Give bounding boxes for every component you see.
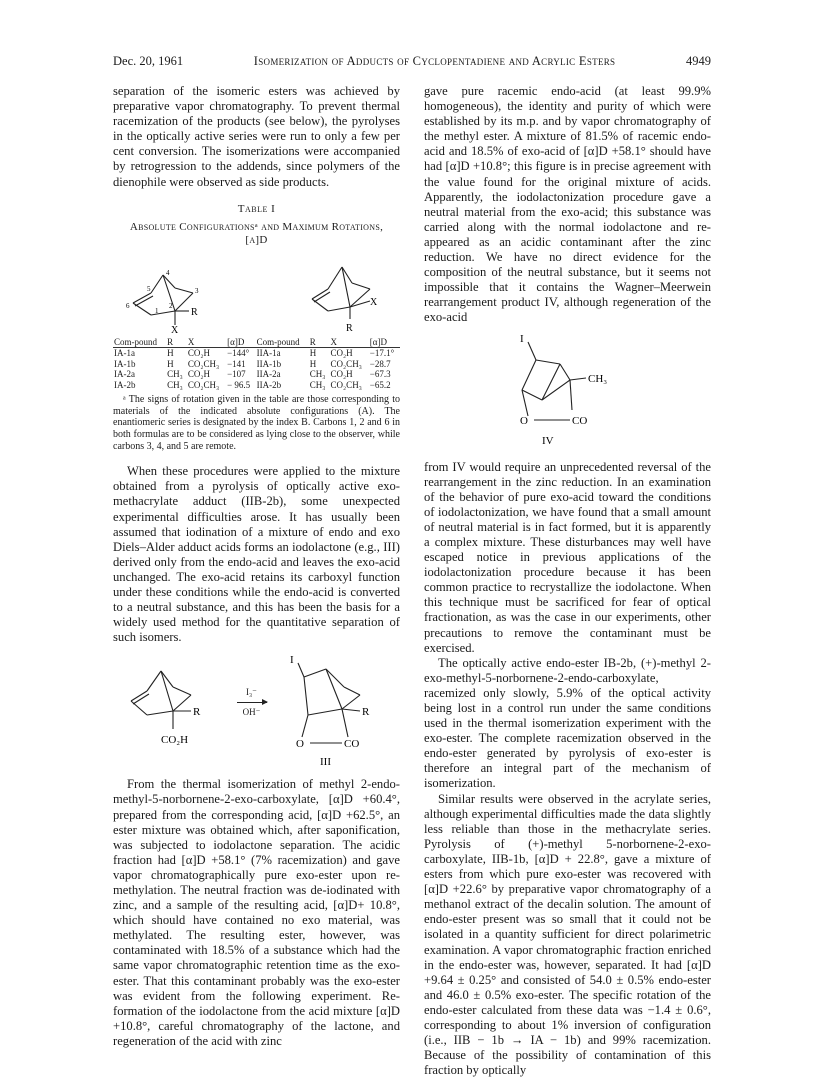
- table-cell: CH₃: [167, 379, 183, 390]
- header-page-number: 4949: [686, 54, 711, 68]
- iii-oxygen: O: [296, 738, 304, 751]
- iv-label: IV: [541, 434, 554, 447]
- left-column: [113, 84, 400, 1049]
- table-cell: H: [309, 348, 317, 359]
- iv-methyl: CH₃: [587, 372, 607, 385]
- structure-i-c6: 6: [126, 301, 130, 310]
- table-cell: CH₃: [167, 369, 183, 380]
- table-header-row: [113, 337, 400, 348]
- structure-i-r: R: [191, 306, 198, 318]
- table-header-cell: X: [330, 337, 369, 348]
- structure-i-c1: 1: [155, 306, 159, 315]
- table-cell: IIA-1b: [256, 358, 282, 369]
- iv-iodine: I: [519, 333, 524, 345]
- table-cell: −144°: [227, 348, 250, 359]
- table-caption-line-1: Absolute Configurationsᵃ and Maximum Rotations,: [129, 220, 384, 233]
- table-cell: IIA-2b: [256, 379, 282, 390]
- table-cell: CO₂CH₃: [187, 379, 220, 390]
- iii-label: III: [320, 756, 331, 769]
- left-paragraph-2: When these procedures were applied to the mixture obtained from a pyrolysis of optically active exo-methacrylate adduct (IIB-2b), some unexpected experimental difficulties arose. It has usually been assumed that iodination of a mixture of endo and exo Diels–Alder adduct acids forms an iodolactone (e.g., III) derived only from the endo-acid and leaves the exo-acid unchanged. The exo-acid retains its carboxyl function under these conditions while the endo-acid is converted to a neutral substance, and this has been the basis for a widely used method for the quantitative separation of such isomers.: [113, 464, 400, 645]
- right-paragraph-2: from IV would require an unprecedented reversal of the rearrangement in the zinc reduction. In an examination of the behavior of pure exo-acid toward the conditions of iodolactonization, we have found that a small amount of neutral material is in fact formed, but it is apparently a complex mixture. These disturbances may well have escaped notice in previous applications of the iodolactonization procedure because it has been common practice to recrystallize the iodolactone. When this technique must be sacrificed for fear of optical fractionation, as was the case in our experiments, other precautions to remove the contaminant must be exercised.: [424, 459, 711, 655]
- table-header-cell: X: [187, 337, 226, 348]
- table-cell: IA-1a: [114, 348, 135, 359]
- table-cell: −65.2: [369, 379, 391, 390]
- table-cell: −141: [227, 358, 246, 369]
- table-header-cell: R: [166, 337, 187, 348]
- table-cell: IA-2a: [114, 369, 135, 380]
- structure-i-c5: 5: [147, 284, 151, 293]
- scheme-reactant-diagram: [113, 655, 223, 765]
- table-header-cell: R: [309, 337, 330, 348]
- page-header: [113, 54, 711, 74]
- table-cell: CO₂H: [187, 369, 211, 380]
- table-cell: IIA-2a: [256, 369, 281, 380]
- table-caption: [113, 221, 400, 247]
- structure-i-diagram: [113, 253, 223, 333]
- table-row: [113, 369, 400, 380]
- iodolactonization-scheme: [113, 655, 400, 771]
- table-cell: CO₂CH₃: [330, 358, 362, 369]
- table-cell: CO₂H: [330, 369, 353, 380]
- table-structures: [113, 253, 400, 333]
- configuration-table: [113, 337, 400, 391]
- left-paragraph-1: separation of the isomeric esters was achieved by preparative vapor chromatography. To prevent thermal racemization of the products (see below), the pyrolyses in the optically active series were run to only a few per cent conversion. The isomerizations were accompanied by retrogression to the addends, since polymers of the dienophile were observed as side products.: [113, 84, 400, 189]
- table-cell: CO₂CH₃: [330, 379, 362, 390]
- iodolactone-iii-diagram: [280, 655, 400, 771]
- structure-i-c2: 2: [169, 301, 173, 310]
- table-cell: CO₂CH₃: [187, 358, 220, 369]
- table-cell: −28.7: [369, 358, 391, 369]
- table-cell: H: [167, 358, 174, 369]
- left-paragraph-3: From the thermal isomerization of methyl 2-endo-methyl-5-norbornene-2-exo-carboxylate, [α]D +60.4°, prepared from the corresponding acid, [α]D +62.5°, an ester mixture was obtained which, after saponification, was subjected to iodolactone separation. The acidic fraction had [α]D +58.1° (7% racemization) and gave vapor chromatographically pure exo-ester upon re-methylation. The neutral fraction was de-iodinated with zinc, and a sample of the resulting acid, [α]D+ 10.8°, which should have contained no exo material, was methylated. The resulting ester, however, was contaminated with 18.5% of a substance which had the same vapor chromatographic retention time as the exo-ester. That this contaminant probably was the exo-ester was evident from the following experiment. Re-formation of the iodolactone from the acid mixture [α]D +10.8°, careful chromatography of the lactone, and regeneration of the acid with zinc: [113, 777, 400, 1048]
- structure-ii-x: X: [370, 296, 378, 308]
- table-title: Table I: [237, 202, 276, 215]
- structure-iv: [424, 334, 711, 454]
- iv-oxygen: O: [519, 414, 528, 427]
- right-paragraph-1: gave pure racemic endo-acid (at least 99.9% homogeneous), the identity and purity of which were established by its m.p. and by vapor chromatography of the methyl ester. A mixture of 81.5% of racemic endo-acid and 18.5% of exo-acid of [α]D +58.1° should have had [α]D +10.8°; this figure is in precise agreement with the value found for the original mixture of acids. Apparently, the iodolactonization procedure gave a neutral material from the exo-acid; this substance was carried along with the normal iodolactone and re-appeared as an acidic contaminant after the zinc reduction. We have no direct evidence for the composition of the neutral substance, but it seems not impossible that it contains the Wagner–Meerwein rearrangement product IV, although regeneration of the exo-acid: [424, 84, 711, 325]
- table-cell: CH₃: [309, 379, 326, 390]
- right-column: [424, 84, 711, 1078]
- iii-carbonyl: CO: [344, 738, 360, 751]
- iv-carbonyl: CO: [571, 414, 587, 427]
- iii-r: R: [362, 706, 370, 719]
- header-title: Isomerization of Adducts of Cyclopentadiene and Acrylic Esters: [253, 54, 616, 68]
- table-header-cell: [α]D: [226, 337, 256, 348]
- table-cell: CH₃: [309, 369, 326, 380]
- table-header-cell: Com-pound: [113, 337, 166, 348]
- table-header-cell: [α]D: [369, 337, 400, 348]
- iii-iodine: I: [290, 655, 294, 667]
- table-cell: IIA-1a: [256, 348, 281, 359]
- reagent-hydroxide: OH⁻: [242, 707, 261, 718]
- structure-ii-r: R: [346, 322, 353, 333]
- structure-ii-diagram: [290, 253, 400, 333]
- table-footnote: ᵃ The signs of rotation given in the table are those corresponding to materials of the indicated absolute configurations (A). The enantiomeric series is designated by the index B. Carbons 1, 2 and 6 in both formulas are to be considered as lying close to the observer, while carbons 3, 4, and 5 are remote.: [113, 394, 400, 452]
- scheme-reactant-co2h: CO₂H: [161, 734, 189, 747]
- table-cell: − 96.5: [227, 379, 251, 390]
- structure-iv-diagram: [498, 334, 638, 454]
- reagent-iodine: I₃⁻: [246, 687, 257, 698]
- table-cell: H: [167, 348, 174, 359]
- scheme-reactant-r: R: [193, 706, 201, 719]
- structure-i-c3: 3: [195, 286, 199, 295]
- header-date: Dec. 20, 1961: [113, 54, 184, 68]
- arrow-right-icon: [237, 702, 267, 703]
- structure-i-c4: 4: [166, 268, 170, 277]
- table-cell: −107: [227, 369, 246, 380]
- table-row: [113, 380, 400, 391]
- table-cell: CO₂H: [187, 348, 211, 359]
- reaction-arrow: [237, 685, 267, 720]
- table-caption-line-2: [α]D: [245, 233, 268, 246]
- right-paragraph-3: The optically active endo-ester IB-2b, (+)-methyl 2-exo-methyl-5-norbornene-2-endo-carboxylate, racemized only slowly, 5.9% of the optical activity being lost in a control run under the same conditions used in the thermal isomerization experiment with the exo-ester. The complete racemization observed in the endo-ester generated by pyrolysis of exo-ester is therefore an integral part of the mechanism of isomerization.: [424, 655, 711, 791]
- table-cell: CO₂H: [330, 348, 353, 359]
- table-row: [113, 359, 400, 370]
- table-header-cell: Com-pound: [256, 337, 309, 348]
- table-cell: IA-2b: [114, 379, 136, 390]
- table-row: [113, 348, 400, 359]
- table-cell: −67.3: [369, 369, 391, 380]
- structure-i-x: X: [171, 324, 179, 333]
- right-paragraph-4: Similar results were observed in the acrylate series, although experimental difficulties made the data slightly less reliable than those in the methacrylate series. Pyrolysis of (+)-methyl 5-norbornene-2-exo-carboxylate, IIB-1b, [α]D + 22.8°, gave a mixture of esters from which pure exo-ester was recovered with [α]D +22.6° by preparative vapor chromatography of a methanol extract of the decalin solution. The amount of endo-ester present was so small that it could not be isolated in a quantity sufficient for direct polarimetric examination. A vapor chromatographic fraction enriched in the endo-ester was, however, separated. It had [α]D +9.64 ± 0.25° and consisted of 54.0 ± 0.5% endo-ester and 46.0 ± 0.5% exo-ester. The specific rotation of the endo-ester calculated from these data was −1.4 ± 0.6°, corresponding to about 1% inversion of configuration (i.e., IIB − 1b → IA − 1b) and 99% racemization. Because of the possibility of contamination of this fraction by optically: [424, 791, 711, 1078]
- table-cell: −17.1°: [369, 348, 395, 359]
- table-cell: H: [309, 358, 317, 369]
- table-cell: IA-1b: [114, 358, 136, 369]
